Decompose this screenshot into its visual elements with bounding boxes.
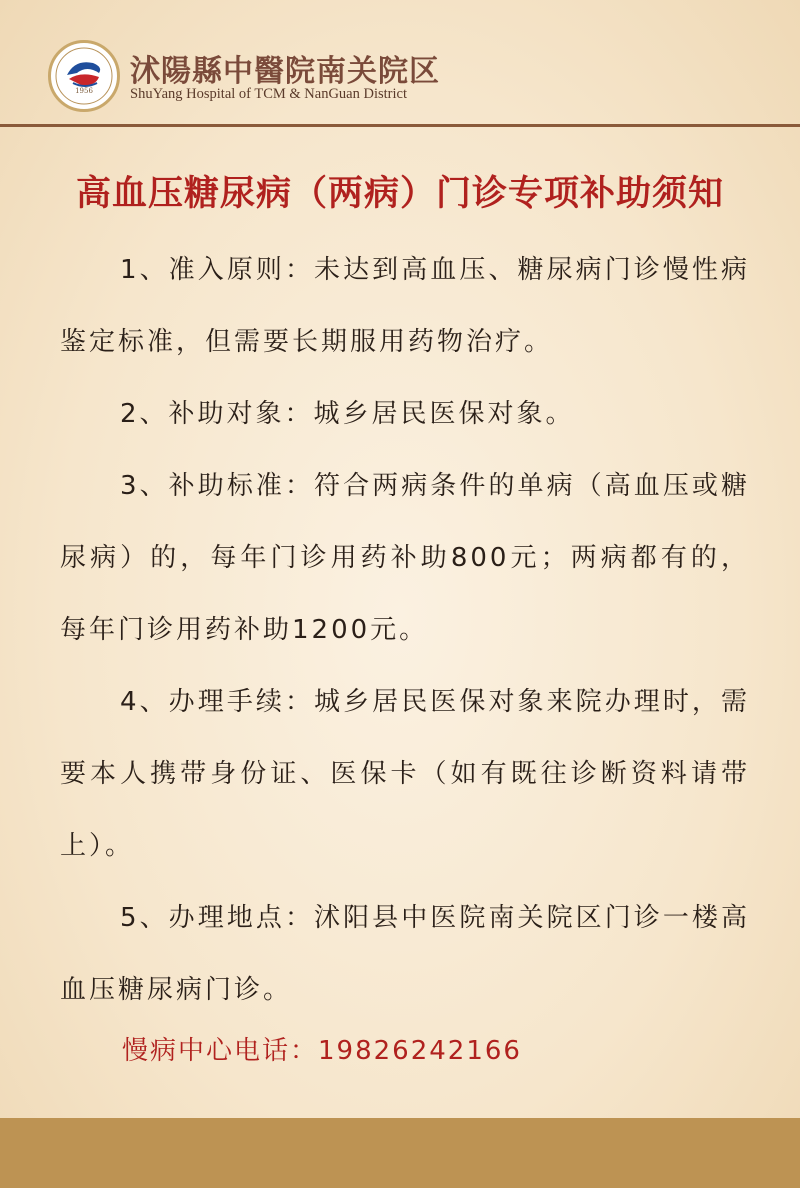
header (0, 0, 800, 124)
logo-emblem-icon (51, 43, 117, 109)
header-divider (0, 124, 800, 127)
notice-item-2: 2、补助对象：城乡居民医保对象。 (120, 399, 575, 429)
phone-number[interactable]: 19826242166 (318, 1036, 522, 1066)
notice-item-1: 1、准入原则：未达到高血压、糖尿病门诊慢性病鉴定标准，但需要长期服用药物治疗。 (60, 255, 750, 357)
notice-item-5: 5、办理地点：沭阳县中医院南关院区门诊一楼高血压糖尿病门诊。 (60, 903, 750, 1005)
notice-item-4: 4、办理手续：城乡居民医保对象来院办理时，需要本人携带身份证、医保卡（如有既往诊断资料请带上）。 (60, 687, 750, 861)
notice-title: 高血压糖尿病（两病）门诊专项补助须知 (75, 174, 724, 214)
phone-label: 慢病中心电话： (122, 1036, 319, 1066)
contact-phone (122, 1030, 522, 1067)
hospital-name-english: ShuYang Hospital of TCM & NanGuan District (130, 86, 407, 102)
logo-year: 1956 (75, 87, 93, 95)
hospital-name-chinese: 沭陽縣中醫院南关院区 (130, 54, 440, 89)
notice-body (60, 234, 750, 1026)
notice-item-3: 3、补助标准：符合两病条件的单病（高血压或糖尿病）的，每年门诊用药补助800元；两病都有的，每年门诊用药补助1200元。 (60, 471, 750, 645)
hospital-logo-icon (48, 40, 120, 112)
footer-band (0, 1118, 800, 1188)
